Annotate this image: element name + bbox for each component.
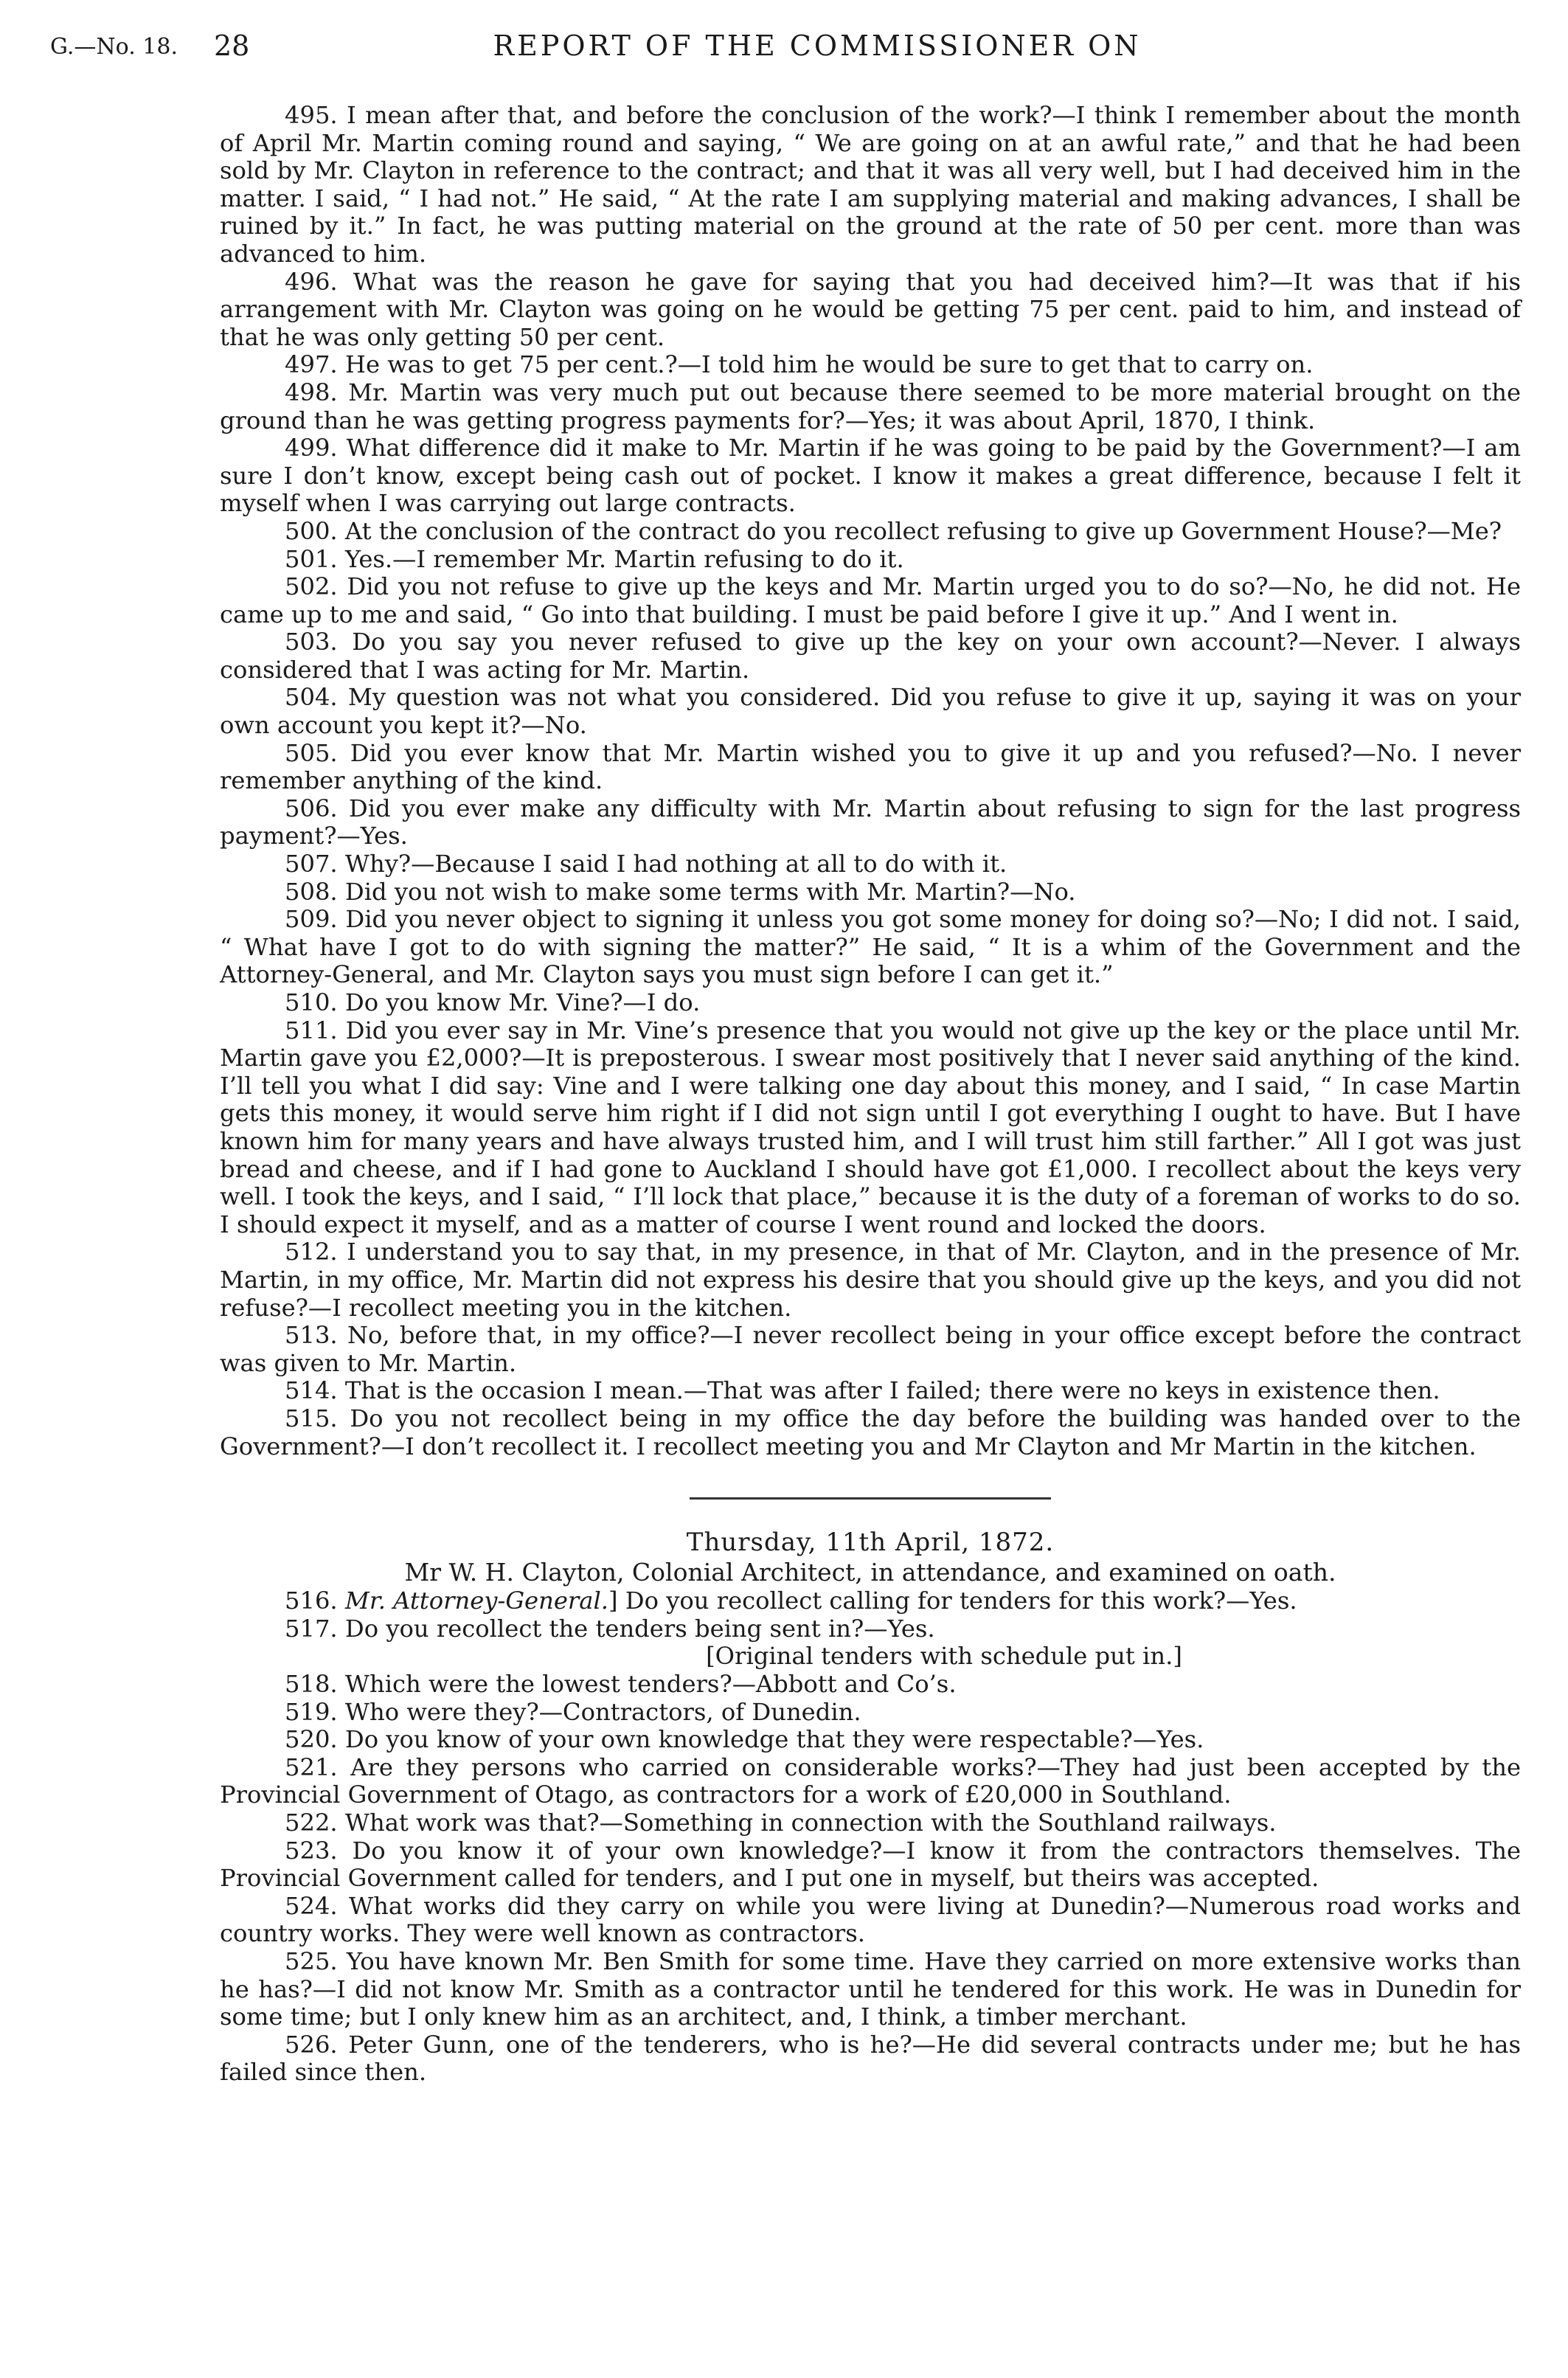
- qa-text: At the conclusion of the contract do you recollect refusing to give up Government House?—Me?: [344, 516, 1502, 545]
- witness-line: Mr W. H. Clayton, Colonial Architect, in attendance, and examined on oath.: [404, 1557, 1336, 1587]
- qa-paragraph: [220, 1699, 1521, 1727]
- qa-text: Which were the lowest tenders?—Abbott and Co’s.: [344, 1670, 957, 1699]
- running-title: REPORT OF THE COMMISSIONER ON: [493, 30, 1142, 62]
- qa-text: What difference did it make to Mr. Martin if he was going to be paid by the Government?—I am sure I don’t know, except being cash out of pocket. I know it makes a great difference, because I felt it myself when I was carrying out large contracts.: [220, 434, 1521, 518]
- question-number: 499.: [285, 434, 338, 462]
- qa-text: Mr. Martin was very much put out because there seemed to be more material brought on the ground than he was getting progress payments for?—Yes; it was about April, 1870, I think.: [220, 378, 1522, 434]
- qa-paragraph: [220, 1809, 1521, 1837]
- question-number: 522.: [285, 1809, 338, 1837]
- qa-text: That is the occasion I mean.—That was after I failed; there were no keys in existence then.: [344, 1376, 1440, 1405]
- qa-paragraph: [220, 1405, 1521, 1460]
- question-number: 497.: [285, 350, 338, 379]
- qa-paragraph: [220, 1238, 1521, 1322]
- qa-paragraph: [220, 906, 1521, 989]
- question-number: 515.: [285, 1404, 338, 1432]
- qa-paragraph: [220, 1671, 1521, 1699]
- question-number: 526.: [285, 2030, 338, 2059]
- question-number: 509.: [285, 905, 338, 934]
- question-number: 506.: [285, 794, 338, 822]
- qa-paragraph: [220, 1322, 1521, 1377]
- qa-paragraph: [220, 434, 1521, 518]
- question-number: 516.: [285, 1587, 338, 1615]
- qa-text: Yes.—I remember Mr. Martin refusing to do it.: [344, 544, 904, 573]
- question-number: 504.: [285, 683, 338, 712]
- qa-text: Do you know Mr. Vine?—I do.: [344, 988, 701, 1016]
- question-number: 505.: [285, 738, 338, 767]
- question-number: 512.: [285, 1238, 338, 1266]
- qa-text: Do you know it of your own knowledge?—I know it from the contractors themselves. The Provincial Government called for tenders, and I put one in myself, but theirs was accepted.: [220, 1836, 1521, 1893]
- question-number: 508.: [285, 877, 338, 906]
- qa-text: Did you ever make any difficulty with Mr. Martin about refusing to sign for the last progress payment?—Yes.: [220, 794, 1521, 850]
- question-number: 501.: [285, 544, 338, 573]
- section-divider: [690, 1497, 1051, 1500]
- document-number: G.—No. 18.: [50, 34, 178, 60]
- qa-paragraph: [220, 1377, 1521, 1405]
- qa-paragraph: [220, 2031, 1521, 2087]
- question-number: 502.: [285, 572, 338, 601]
- qa-paragraph: 516. Mr. Attorney-General.] Do you recollect calling for tenders for this work?—Yes.: [285, 1587, 1297, 1615]
- bracketed-note: [Original tenders with schedule put in.]: [706, 1642, 1182, 1671]
- qa-paragraph: [220, 1615, 1521, 1643]
- qa-text: Are they persons who carried on considerable works?—They had just been accepted by the Provincial Government of Otago, as contractors for a work of £20,000 in Southland.: [220, 1753, 1522, 1809]
- qa-text: Do you not recollect being in my office the day before the building was handed over to the Government?—I don’t recollect it. I recollect meeting you and Mr Clayton and Mr Martin in the kitchen.: [220, 1404, 1521, 1460]
- qa-paragraph: [220, 795, 1521, 850]
- qa-paragraph: [220, 989, 1521, 1017]
- evidence-section-1: [220, 102, 1521, 1460]
- qa-paragraph: [220, 1948, 1521, 2031]
- question-number: 517.: [285, 1614, 338, 1643]
- question-number: 510.: [285, 988, 338, 1016]
- page-header: [50, 30, 1518, 74]
- speaker-name: Mr. Attorney-General.: [344, 1587, 608, 1615]
- qa-paragraph: [220, 740, 1521, 795]
- qa-text: What work was that?—Something in connection with the Southland railways.: [344, 1809, 1277, 1837]
- question-number: 524.: [285, 1891, 338, 1920]
- question-number: 500.: [285, 516, 338, 545]
- qa-text: Do you know of your own knowledge that they were respectable?—Yes.: [344, 1725, 1204, 1754]
- question-number: 520.: [285, 1725, 338, 1754]
- qa-text: Do you recollect calling for tenders for this work?—Yes.: [625, 1587, 1297, 1615]
- session-date: Thursday, 11th April, 1872.: [686, 1528, 1055, 1558]
- qa-text: Did you not refuse to give up the keys and Mr. Martin urged you to do so?—No, he did not. He came up to me and said, “ Go into that building. I must be paid before I give it up.” And I went in.: [220, 572, 1521, 628]
- qa-paragraph: [220, 878, 1521, 907]
- page-number: 28: [214, 30, 250, 62]
- qa-paragraph: [220, 684, 1521, 739]
- question-number: 495.: [285, 101, 338, 129]
- qa-text: Do you recollect the tenders being sent in?—Yes.: [344, 1614, 935, 1643]
- qa-paragraph: [220, 546, 1521, 574]
- qa-text: He was to get 75 per cent.?—I told him he would be sure to get that to carry on.: [344, 350, 1314, 379]
- question-number: 518.: [285, 1670, 338, 1699]
- qa-paragraph: [220, 1837, 1521, 1893]
- qa-text: Peter Gunn, one of the tenderers, who is he?—He did several contracts under me; but he has failed since then.: [220, 2030, 1521, 2087]
- qa-text: Did you ever say in Mr. Vine’s presence that you would not give up the key or the place until Mr. Martin gave you £2,000?—It is preposterous. I swear most positively that I never said anything of the kind. I’ll tell you what I did say: Vine and I were talking one day about this money, and I said, “ In case Martin gets this money, it would serve him right if I did not sign until I got everything I ought to have. But I have known him for many years and have always trusted him, and I will trust him still farther.” All I got was just bread and cheese, and if I had gone to Auckland I should have got £1,000. I recollect about the keys very well. I took the keys, and I said, “ I’ll lock that place,” because it is the duty of a foreman of works to do so. I should expect it myself, and as a matter of course I went round and locked the doors.: [220, 1016, 1521, 1238]
- qa-paragraph: [220, 268, 1521, 352]
- qa-paragraph: [220, 850, 1521, 878]
- question-number: 496.: [285, 267, 338, 296]
- qa-paragraph: [220, 379, 1521, 434]
- evidence-section-2: [220, 1671, 1521, 2087]
- qa-text: What works did they carry on while you were living at Dunedin?—Numerous road works and country works. They were well known as contractors.: [220, 1891, 1521, 1948]
- qa-paragraph: [220, 518, 1521, 546]
- qa-text: Did you not wish to make some terms with Mr. Martin?—No.: [344, 877, 1076, 906]
- qa-text: My question was not what you considered. Did you refuse to give it up, saying it was on your own account you kept it?—No.: [220, 683, 1521, 740]
- qa-text: Why?—Because I said I had nothing at all to do with it.: [344, 850, 1007, 878]
- qa-paragraph: [220, 1017, 1521, 1239]
- qa-paragraph: [220, 628, 1521, 684]
- question-number: 503.: [285, 628, 338, 656]
- question-number: 511.: [285, 1016, 338, 1044]
- question-number: 498.: [285, 378, 338, 406]
- qa-paragraph: [220, 1726, 1521, 1754]
- question-number: 513.: [285, 1321, 338, 1350]
- question-number: 519.: [285, 1697, 338, 1726]
- document-body: [220, 102, 1521, 2087]
- question-number: 523.: [285, 1836, 338, 1865]
- qa-text: I understand you to say that, in my presence, in that of Mr. Clayton, and in the presence of Mr. Martin, in my office, Mr. Martin did not express his desire that you should give up the keys, and you did not refuse?—I recollect meeting you in the kitchen.: [220, 1238, 1522, 1322]
- qa-paragraph: [220, 1754, 1521, 1809]
- qa-paragraph: [220, 351, 1521, 379]
- question-number: 507.: [285, 850, 338, 878]
- qa-text: I mean after that, and before the conclusion of the work?—I think I remember about the month of April Mr. Martin coming round and saying, “ We are going on at an awful rate,” and that he had been sold by Mr. Clayton in reference to the contract; and that it was all very well, but I had deceived him in the matter. I said, “ I had not.” He said, “ At the rate I am supplying material and making advances, I shall be ruined by it.” In fact, he was putting material on the ground at the rate of 50 per cent. more than was advanced to him.: [220, 101, 1521, 268]
- qa-text: Do you say you never refused to give up the key on your own account?—Never. I always considered that I was acting for Mr. Martin.: [220, 628, 1521, 684]
- question-number: 514.: [285, 1376, 338, 1405]
- qa-text: You have known Mr. Ben Smith for some time. Have they carried on more extensive works than he has?—I did not know Mr. Smith as a contractor until he tendered for this work. He was in Dunedin for some time; but I only knew him as an architect, and, I think, a timber merchant.: [220, 1947, 1521, 2031]
- qa-text: Who were they?—Contractors, of Dunedin.: [344, 1697, 861, 1726]
- qa-text: Did you never object to signing it unless you got some money for doing so?—No; I did not. I said, “ What have I got to do with signing the matter?” He said, “ It is a whim of the Government and the Attorney-General, and Mr. Clayton says you must sign before I can get it.”: [220, 905, 1522, 989]
- qa-text: No, before that, in my office?—I never recollect being in your office except before the contract was given to Mr. Martin.: [220, 1321, 1521, 1377]
- qa-text: Did you ever know that Mr. Martin wished you to give it up and you refused?—No. I never remember anything of the kind.: [220, 738, 1522, 795]
- qa-paragraph: [220, 102, 1521, 268]
- question-number: 525.: [285, 1947, 338, 1975]
- qa-paragraph: [220, 573, 1521, 628]
- qa-paragraph: [220, 1893, 1521, 1948]
- question-number: 521.: [285, 1753, 338, 1781]
- qa-text: What was the reason he gave for saying that you had deceived him?—It was that if his arrangement with Mr. Clayton was going on he would be getting 75 per cent. paid to him, and instead of that he was only getting 50 per cent.: [220, 267, 1521, 351]
